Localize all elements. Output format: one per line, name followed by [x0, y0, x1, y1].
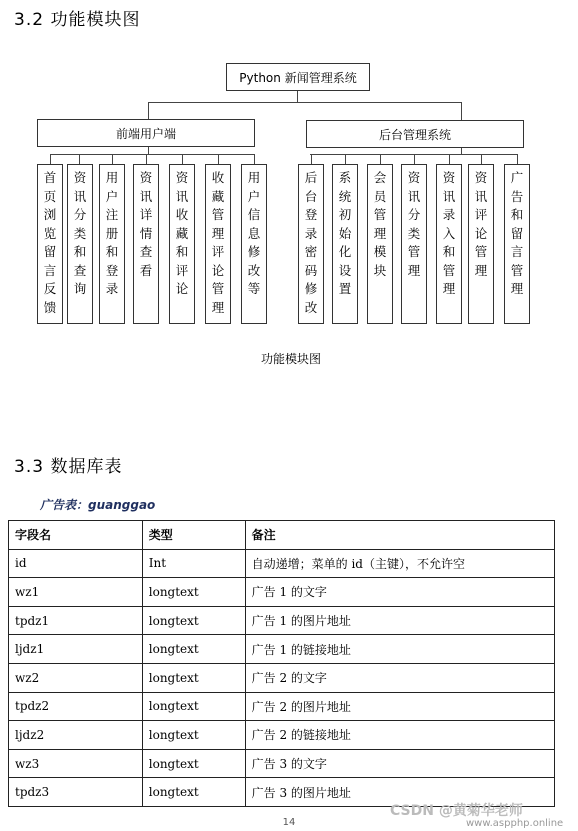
field-name-cell: tpdz3: [9, 778, 143, 807]
back-module: 系统初始化设置: [332, 164, 358, 324]
field-name-cell: wz2: [9, 663, 143, 692]
remark-cell: 广告 2 的文字: [245, 663, 554, 692]
column-header: 备注: [245, 521, 554, 550]
front-module: 用户信息修改等: [241, 164, 267, 324]
remark-cell: 广告 2 的链接地址: [245, 721, 554, 750]
type-cell: longtext: [142, 578, 245, 607]
section-heading-3-2: 3.2 功能模块图: [14, 10, 141, 30]
remark-cell: 广告 2 的图片地址: [245, 692, 554, 721]
back-module: 广告和留言管理: [504, 164, 530, 324]
remark-cell: 广告 1 的图片地址: [245, 606, 554, 635]
field-name-cell: tpdz2: [9, 692, 143, 721]
table-row: [9, 749, 555, 778]
remark-cell: 广告 3 的图片地址: [245, 778, 554, 807]
remark-cell: 广告 1 的链接地址: [245, 635, 554, 664]
remark-cell: 自动递增；菜单的 id（主键），不允许空: [245, 549, 554, 578]
type-cell: longtext: [142, 635, 245, 664]
table-row: [9, 721, 555, 750]
field-name-cell: wz1: [9, 578, 143, 607]
column-header: 字段名: [9, 521, 143, 550]
front-module: 资讯分类和查询: [67, 164, 93, 324]
front-module: 用户注册和登录: [99, 164, 125, 324]
remark-cell: 广告 1 的文字: [245, 578, 554, 607]
watermark: CSDN @黄菊华老师: [390, 803, 523, 819]
front-module: 资讯收藏和评论: [169, 164, 195, 324]
type-cell: longtext: [142, 663, 245, 692]
table-row: [9, 663, 555, 692]
section-heading-3-3: 3.3 数据库表: [14, 457, 123, 477]
diagram-front-node: 前端用户端: [37, 119, 255, 147]
field-name-cell: ljdz2: [9, 721, 143, 750]
type-cell: longtext: [142, 721, 245, 750]
table-title: 广告表：guanggao: [40, 498, 156, 512]
column-header: 类型: [142, 521, 245, 550]
table-row: [9, 635, 555, 664]
type-cell: longtext: [142, 606, 245, 635]
back-module: 会员管理模块: [367, 164, 393, 324]
table-row: [9, 606, 555, 635]
remark-cell: 广告 3 的文字: [245, 749, 554, 778]
back-module: 资讯评论管理: [468, 164, 494, 324]
diagram-root-node: Python 新闻管理系统: [226, 63, 370, 91]
field-name-cell: id: [9, 549, 143, 578]
table-header-row: [9, 521, 555, 550]
back-module: 资讯录入和管理: [436, 164, 462, 324]
watermark-site: www.aspphp.online: [466, 818, 564, 829]
type-cell: longtext: [142, 778, 245, 807]
table-row: [9, 549, 555, 578]
table-row: [9, 578, 555, 607]
diagram-back-node: 后台管理系统: [306, 120, 524, 148]
page-number: 14: [282, 817, 296, 828]
back-module: 资讯分类管理: [401, 164, 427, 324]
front-module: 收藏管理评论管理: [205, 164, 231, 324]
guanggao-table: [8, 520, 555, 807]
field-name-cell: tpdz1: [9, 606, 143, 635]
type-cell: longtext: [142, 692, 245, 721]
type-cell: Int: [142, 549, 245, 578]
front-module: 首页浏览留言反馈: [37, 164, 63, 324]
front-module: 资讯详情查看: [133, 164, 159, 324]
field-name-cell: ljdz1: [9, 635, 143, 664]
table-row: [9, 692, 555, 721]
back-module: 后台登录密码修改: [298, 164, 324, 324]
type-cell: longtext: [142, 749, 245, 778]
field-name-cell: wz3: [9, 749, 143, 778]
diagram-caption: 功能模块图: [260, 352, 321, 366]
